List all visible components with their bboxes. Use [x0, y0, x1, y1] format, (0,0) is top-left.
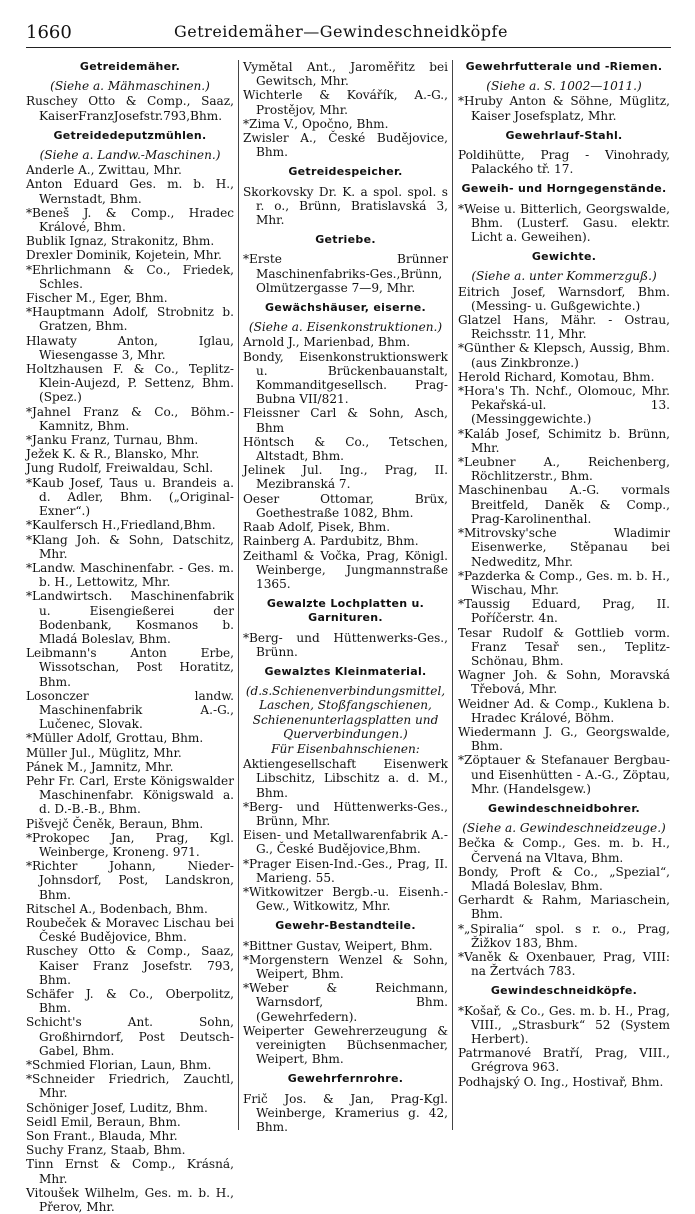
section-heading: Gewalzte Lochplatten u. Garnituren. — [266, 597, 425, 625]
directory-entry: *Mitrovsky'sche Wladimir Eisenwerke, Stěpanau bei Nedweditz, Mhr. — [458, 526, 670, 569]
section-heading: Gewächshäuser, eiserne. — [265, 301, 426, 315]
section-heading: Gewehr-Bestandteile. — [275, 919, 416, 933]
section-heading: Getreidemäher. — [79, 60, 181, 73]
section-heading: Gewindeschneidköpfe. — [490, 984, 638, 998]
directory-entry: *Günther & Klepsch, Aussig, Bhm. (aus Zinkbronze.) — [458, 341, 670, 370]
directory-entry: *Prokopec Jan, Prag, Kgl. Weinberge, Kroneng. 971. — [26, 830, 234, 859]
section-note: (Siehe a. Mähmaschinen.) — [50, 79, 210, 94]
directory-entry: Weidner Ad. & Comp., Kuklena b. Hradec Králové, Böhm. — [458, 696, 670, 725]
directory-entry: *Kaláb Josef, Schimitz b. Brünn, Mhr. — [458, 426, 670, 455]
directory-entry: Eisen- und Metallwarenfabrik A.-G., České Budějovice,Bhm. — [243, 828, 448, 857]
directory-entry: Suchy Franz, Staab, Bhm. — [26, 1143, 186, 1158]
directory-entry: *Hruby Anton & Söhne, Müglitz, Kaiser Josefsplatz, Mhr. — [458, 94, 670, 123]
directory-entry: Höntsch & Co., Tetschen, Altstadt, Bhm. — [243, 434, 448, 464]
section-heading: Getriebe. — [315, 233, 376, 247]
directory-entry: Raab Adolf, Pisek, Bhm. — [243, 520, 391, 535]
directory-entry: Eitrich Josef, Warnsdorf, Bhm. (Messing- u. Gußgewichte.) — [458, 284, 670, 313]
directory-entry: Ježek K. & R., Blansko, Mhr. — [26, 447, 200, 462]
directory-entry: Skorkovsky Dr. K. a spol. spol. s r. o., Brünn, Bratislavská 3, Mhr. — [243, 184, 448, 228]
directory-entry: Schicht's Ant. Sohn, Großhirndorf, Post Deutsch-Gabel, Bhm. — [26, 1015, 234, 1058]
directory-entry: Losonczer landw. Maschinenfabrik A.-G., Lučenec, Slovak. — [26, 688, 234, 732]
section-note: (Siehe a. Gewindeschneidzeuge.) — [462, 821, 666, 836]
directory-entry: Jung Rudolf, Freiwaldau, Schl. — [26, 461, 214, 476]
directory-entry: *Klang Joh. & Sohn, Datschitz, Mhr. — [26, 532, 234, 561]
directory-entry: *„Spiralia“ spol. s r. o., Prag, Žižkov 183, Bhm. — [458, 921, 670, 950]
directory-entry: *Berg- und Hüttenwerks-Ges., Brünn, Mhr. — [243, 799, 448, 828]
directory-entry: Vymětal Ant., Jaroměřitz bei Gewitsch, Mhr. — [243, 60, 448, 89]
section-note: (Siehe a. unter Kommerzguß.) — [471, 269, 657, 284]
section-heading: Gewehrlauf-Stahl. — [505, 128, 623, 142]
directory-entry: Son Frant., Blauda, Mhr. — [26, 1129, 178, 1144]
directory-entry: *Bittner Gustav, Weipert, Bhm. — [243, 938, 433, 953]
directory-entry: Pánek M., Jamnitz, Mhr. — [26, 759, 174, 774]
directory-entry: Zeithaml & Vočka, Prag, Königl. Weinberge, Jungmannstraße 1365. — [243, 548, 448, 591]
section-note: (Siehe a. S. 1002—1011.) — [486, 79, 642, 94]
directory-entry: Oeser Ottomar, Brüx, Goethestraße 1082, Bhm. — [243, 491, 448, 520]
directory-entry: *Witkowitzer Bergb.-u. Eisenh.-Gew., Witkowitz, Mhr. — [243, 884, 448, 914]
directory-entry: Bublik Ignaz, Strakonitz, Bhm. — [26, 234, 215, 249]
directory-entry: Ruschey Otto & Comp., Saaz, Kaiser Franz Josefstr. 793, Bhm. — [26, 944, 234, 987]
column-right — [458, 60, 670, 1089]
directory-entry: Pehr Fr. Carl, Erste Königswalder Maschinenfabr. Königswald a. d. D.-B.-B., Bhm. — [26, 773, 234, 817]
section-heading: Getreidedeputzmühlen. — [53, 128, 207, 142]
section-note: (Siehe a. Eisenkonstruktionen.) — [248, 320, 443, 335]
directory-entry: Ritschel A., Bodenbach, Bhm. — [26, 901, 208, 916]
column-left — [26, 60, 234, 1214]
directory-entry: Fischer M., Eger, Bhm. — [26, 291, 168, 306]
directory-entry: Drexler Dominik, Kojetein, Mhr. — [26, 248, 222, 263]
directory-entry: Roubeček & Moravec Lischau bei České Budějovice, Bhm. — [26, 915, 234, 945]
directory-entry: *Leubner A., Reichenberg, Röchlitzerstr., Bhm. — [458, 455, 670, 484]
directory-entry: *Zöptauer & Stefanauer Bergbau- und Eisenhütten - A.-G., Zöptau, Mhr. (Handelsgew.) — [458, 753, 670, 796]
header-rule — [26, 47, 671, 48]
directory-entry: Bondy, Eisenkonstruktionswerk u. Brückenbauanstalt, Kommanditgesellsch. Prag-Bubna VII/821. — [243, 349, 448, 407]
directory-entry: *Pazderka & Comp., Ges. m. b. H., Wischau, Mhr. — [458, 568, 670, 597]
directory-entry: *Prager Eisen-Ind.-Ges., Prag, II. Marieng. 55. — [243, 856, 448, 885]
directory-entry: *Schmied Florian, Laun, Bhm. — [26, 1058, 212, 1073]
column-divider-1 — [238, 60, 239, 1130]
directory-entry: *Weber & Reichmann, Warnsdorf, Bhm. (Gewehrfedern). — [243, 981, 448, 1024]
section-heading: Gewichte. — [531, 250, 597, 264]
directory-entry: Podhajský O. Ing., Hostivař, Bhm. — [458, 1074, 664, 1089]
directory-entry: Patrmanové Bratří, Prag, VIII., Grégrova 963. — [458, 1046, 670, 1075]
directory-entry: Fleissner Carl & Sohn, Asch, Bhm — [243, 406, 448, 435]
directory-entry: Zwisler A., České Budějovice, Bhm. — [243, 131, 448, 160]
page-number: 1660 — [26, 22, 72, 43]
directory-entry: Bečka & Comp., Ges. m. b. H., Červená na Vltava, Bhm. — [458, 836, 670, 865]
directory-entry: Poldihütte, Prag - Vinohrady, Palackého tř. 17. — [458, 148, 670, 177]
directory-entry: *Richter Johann, Nieder-Johnsdorf, Post, Landskron, Bhm. — [26, 859, 234, 902]
directory-entry: *Schneider Friedrich, Zauchtl, Mhr. — [26, 1072, 234, 1101]
directory-entry: Wagner Joh. & Sohn, Moravská Třebová, Mhr. — [458, 668, 670, 697]
directory-entry: Leibmann's Anton Erbe, Wissotschan, Post Horatitz, Bhm. — [26, 646, 234, 689]
directory-entry: *Weise u. Bitterlich, Georgswalde, Bhm. (Lusterf. Gasu. elektr. Licht a. Geweihen). — [458, 201, 670, 245]
directory-entry: *Landw. Maschinenfabr. - Ges. m. b. H., Lettowitz, Mhr. — [26, 560, 234, 590]
directory-entry: Wichterle & Kovářík, A.-G., Prostějov, Mhr. — [243, 88, 448, 117]
directory-entry: *Erste Brünner Maschinenfabriks-Ges.,Brünn, Olmützergasse 7—9, Mhr. — [243, 252, 448, 295]
directory-entry: Wiedermann J. G., Georgswalde, Bhm. — [458, 724, 670, 754]
directory-entry: *Zima V., Opočno, Bhm. — [243, 116, 389, 131]
directory-entry: Maschinenbau A.-G. vormals Breitfeld, Daněk & Comp., Prag-Karolinenthal. — [458, 483, 670, 526]
directory-entry: Seidl Emil, Beraun, Bhm. — [26, 1114, 181, 1129]
section-heading: Gewehrfutterale und -Riemen. — [465, 60, 663, 73]
directory-entry: *Müller Adolf, Grottau, Bhm. — [26, 731, 204, 746]
directory-entry: *Beneš J. & Comp., Hradec Králové, Bhm. — [26, 205, 234, 235]
directory-entry: Glatzel Hans, Mähr. - Ostrau, Reichsstr. 11, Mhr. — [458, 313, 670, 342]
directory-entry: Schöniger Josef, Luditz, Bhm. — [26, 1100, 208, 1115]
directory-entry: Herold Richard, Komotau, Bhm. — [458, 369, 655, 384]
directory-entry: Tesar Rudolf & Gottlieb vorm. Franz Tesař sen., Teplitz-Schönau, Bhm. — [458, 625, 670, 668]
section-note: (d.s.Schienenverbindungsmittel, Laschen, Stoßfangschienen, Schienenunterlagsplatten und Querverbindungen.) — [245, 684, 446, 741]
directory-entry: Frič Jos. & Jan, Prag-Kgl. Weinberge, Kramerius g. 42, Bhm. — [243, 1091, 448, 1135]
section-note: (Siehe a. Landw.-Maschinen.) — [39, 148, 221, 163]
section-heading: Gewehrfernrohre. — [287, 1072, 404, 1086]
section-heading: Geweih- und Horngegenstände. — [461, 182, 667, 196]
page-header — [26, 22, 670, 46]
directory-entry: *Morgenstern Wenzel & Sohn, Weipert, Bhm. — [243, 952, 448, 981]
directory-entry: *Berg- und Hüttenwerks-Ges., Brünn. — [243, 630, 448, 659]
directory-entry: Arnold J., Marienbad, Bhm. — [243, 335, 411, 350]
section-heading: Getreidespeicher. — [288, 165, 403, 179]
section-heading: Gewindeschneidbohrer. — [488, 801, 640, 815]
directory-entry: Jelinek Jul. Ing., Prag, II. Mezibranská 7. — [243, 463, 448, 492]
directory-entry: *Hauptmann Adolf, Strobnitz b. Gratzen, Bhm. — [26, 305, 234, 334]
directory-entry: Hlawaty Anton, Iglau, Wiesengasse 3, Mhr. — [26, 333, 234, 362]
directory-entry: *Taussig Eduard, Prag, II. Poříčerstr. 4n. — [458, 597, 670, 626]
directory-entry: *Jahnel Franz & Co., Böhm.-Kamnitz, Bhm. — [26, 404, 234, 433]
directory-entry: Tinn Ernst & Comp., Krásná, Mhr. — [26, 1157, 234, 1186]
directory-entry: *Kaulfersch H.,Friedland,Bhm. — [26, 518, 216, 533]
directory-entry: *Košař, & Co., Ges. m. b. H., Prag, VIII., „Strasburk“ 52 (System Herbert). — [458, 1003, 670, 1046]
column-divider-2 — [452, 60, 453, 1130]
directory-entry: Weiperter Gewehrerzeugung & vereinigten Büchsenmacher, Weipert, Bhm. — [243, 1023, 448, 1067]
directory-entry: Vitoušek Wilhelm, Ges. m. b. H., Přerov, Mhr. — [26, 1185, 234, 1214]
directory-entry: *Vaněk & Oxenbauer, Prag, VIII: na Žertvách 783. — [458, 949, 670, 979]
directory-entry: Anderle A., Zwittau, Mhr. — [26, 163, 182, 178]
section-heading: Gewalztes Kleinmaterial. — [264, 664, 427, 678]
directory-entry: Aktiengesellschaft Eisenwerk Libschitz, Libschitz a. d. M., Bhm. — [243, 757, 448, 800]
directory-entry: *Janku Franz, Turnau, Bhm. — [26, 433, 199, 448]
directory-entry: Pišvejč Čeněk, Beraun, Bhm. — [26, 816, 204, 831]
directory-entry: Bondy, Proft & Co., „Spezial“, Mladá Boleslav, Bhm. — [458, 864, 670, 893]
running-title: Getreidemäher—Gewindeschneidköpfe — [174, 22, 508, 41]
column-middle — [243, 60, 448, 1134]
directory-entry: *Hora's Th. Nchf., Olomouc, Mhr. Pekařská-ul. 13. (Messinggewichte.) — [458, 384, 670, 427]
directory-entry: Rainberg A. Pardubitz, Bhm. — [243, 534, 419, 549]
directory-entry: Ruschey Otto & Comp., Saaz, KaiserFranzJosefstr.793,Bhm. — [26, 94, 234, 123]
directory-entry: Holtzhausen F. & Co., Teplitz-Klein-Aujezd, P. Settenz, Bhm. (Spez.) — [26, 362, 234, 405]
directory-entry: *Kaub Josef, Taus u. Brandeis a. d. Adler, Bhm. („Original-Exner“.) — [26, 475, 234, 519]
directory-entry: *Ehrlichmann & Co., Friedek, Schles. — [26, 262, 234, 291]
directory-entry: Müller Jul., Müglitz, Mhr. — [26, 745, 182, 760]
directory-entry: *Landwirtsch. Maschinenfabrik u. Eisengießerei der Bodenbank, Kosmanos b. Mladá Boleslav, Bhm. — [26, 589, 234, 646]
directory-entry: Gerhardt & Rahm, Mariaschein, Bhm. — [458, 893, 670, 922]
directory-entry: Anton Eduard Ges. m. b. H., Wernstadt, Bhm. — [26, 177, 234, 206]
subheading: Für Eisenbahnschienen: — [271, 741, 420, 756]
directory-entry: Schäfer J. & Co., Oberpolitz, Bhm. — [26, 987, 234, 1016]
